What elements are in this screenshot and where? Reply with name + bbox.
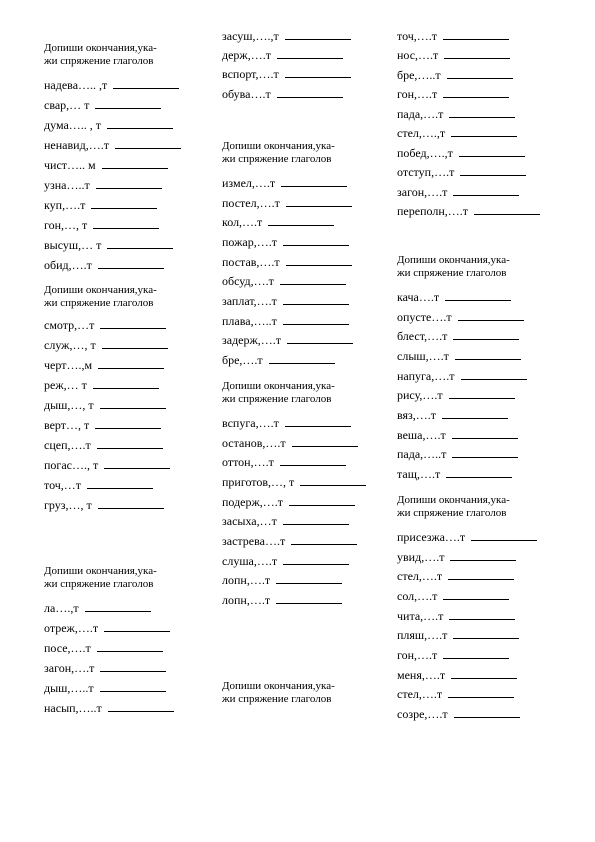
- verb-text: приготов,…, т: [222, 475, 295, 489]
- answer-blank: [277, 58, 343, 59]
- answer-blank: [268, 225, 334, 226]
- answer-blank: [280, 465, 346, 466]
- answer-blank: [474, 214, 540, 215]
- answer-blank: [471, 540, 537, 541]
- verb-item: [44, 418, 161, 438]
- exercise-block: [222, 680, 392, 706]
- verb-text: гон,….т: [397, 648, 438, 662]
- heading-line-1: Допиши окончания,ука-: [44, 284, 157, 296]
- verb-item: [222, 573, 342, 593]
- verb-text: сол,….т: [397, 589, 438, 603]
- answer-blank: [98, 368, 164, 369]
- answer-blank: [283, 564, 349, 565]
- verb-item: [397, 107, 515, 127]
- verb-text: дыш,…..т: [44, 681, 94, 695]
- answer-blank: [300, 485, 366, 486]
- answer-blank: [453, 195, 519, 196]
- verb-item: [222, 514, 349, 534]
- exercise-block: [397, 494, 567, 721]
- verb-text: засыха,…т: [222, 514, 277, 528]
- answer-blank: [286, 265, 352, 266]
- verb-item: [222, 593, 342, 613]
- answer-blank: [451, 678, 517, 679]
- verb-item: [397, 447, 518, 467]
- answer-blank: [442, 418, 508, 419]
- answer-blank: [98, 268, 164, 269]
- verb-text: посе,….т: [44, 641, 91, 655]
- answer-blank: [450, 560, 516, 561]
- answer-blank: [100, 691, 166, 692]
- answer-blank: [286, 206, 352, 207]
- heading-line-1: Допиши окончания,ука-: [44, 42, 157, 54]
- verb-text: служ,…, т: [44, 338, 96, 352]
- answer-blank: [283, 324, 349, 325]
- verb-item: [44, 458, 170, 478]
- verb-text: стел,….т: [397, 687, 443, 701]
- verb-text: веша,….т: [397, 428, 446, 442]
- verb-text: свар,… т: [44, 98, 90, 112]
- verb-text: рису,….т: [397, 388, 443, 402]
- verb-text: чист….. м: [44, 158, 96, 172]
- exercise-block: [397, 254, 567, 481]
- verb-text: лопн,….т: [222, 593, 271, 607]
- verb-text: надева….. ,т: [44, 78, 108, 92]
- heading-line-1: Допиши окончания,ука-: [222, 380, 335, 392]
- verb-text: опусте….т: [397, 310, 452, 324]
- answer-blank: [107, 248, 173, 249]
- answer-blank: [100, 408, 166, 409]
- verb-text: кол,….т: [222, 215, 263, 229]
- verb-text: бре,….т: [222, 353, 263, 367]
- answer-blank: [100, 328, 166, 329]
- verb-text: погас…., т: [44, 458, 99, 472]
- heading-line-1: Допиши окончания,ука-: [397, 254, 510, 266]
- verb-text: дума….. , т: [44, 118, 102, 132]
- answer-blank: [277, 97, 343, 98]
- verb-item: [397, 648, 509, 668]
- exercise-heading: [397, 494, 567, 520]
- answer-blank: [461, 379, 527, 380]
- verb-item: [44, 238, 173, 258]
- verb-item: [44, 118, 173, 138]
- exercise-heading: [397, 254, 567, 280]
- verb-item: [222, 436, 358, 456]
- verb-text: заплат,….т: [222, 294, 277, 308]
- verb-text: бре,…..т: [397, 68, 441, 82]
- verb-item: [397, 349, 521, 369]
- answer-blank: [95, 108, 161, 109]
- verb-text: смотр,…т: [44, 318, 95, 332]
- verb-text: стел,….,т: [397, 126, 446, 140]
- verb-item: [222, 475, 366, 495]
- verb-text: пада,….т: [397, 107, 444, 121]
- verb-item: [222, 215, 334, 235]
- verb-item: [397, 569, 514, 589]
- verb-item: [397, 550, 516, 570]
- answer-blank: [443, 39, 509, 40]
- verb-text: слыш,….т: [397, 349, 449, 363]
- verb-item: [397, 87, 509, 107]
- verb-item: [397, 369, 527, 389]
- verb-text: увид,….т: [397, 550, 445, 564]
- answer-blank: [96, 188, 162, 189]
- verb-item: [397, 329, 519, 349]
- answer-blank: [453, 638, 519, 639]
- heading-line-2: жи спряжение глаголов: [222, 393, 332, 405]
- exercise-block: [44, 42, 214, 272]
- answer-blank: [97, 651, 163, 652]
- answer-blank: [287, 343, 353, 344]
- answer-blank: [453, 339, 519, 340]
- verb-item: [397, 707, 520, 727]
- verb-text: стел,….т: [397, 569, 443, 583]
- verb-item: [222, 534, 357, 554]
- verb-item: [397, 408, 508, 428]
- verb-text: держ,….т: [222, 48, 271, 62]
- verb-text: постел,….т: [222, 196, 280, 210]
- exercise-heading: [222, 140, 392, 166]
- exercise-block: [44, 284, 214, 512]
- answer-blank: [104, 468, 170, 469]
- answer-blank: [97, 448, 163, 449]
- verb-item: [222, 87, 343, 107]
- heading-line-2: жи спряжение глаголов: [397, 267, 507, 279]
- verb-text: вяз,….т: [397, 408, 437, 422]
- verb-item: [222, 333, 353, 353]
- verb-item: [222, 274, 346, 294]
- verb-text: переполн,….т: [397, 204, 468, 218]
- verb-text: подерж,….т: [222, 495, 284, 509]
- answer-blank: [449, 619, 515, 620]
- verb-item: [222, 314, 349, 334]
- verb-item: [397, 668, 517, 688]
- answer-blank: [87, 488, 153, 489]
- verb-item: [397, 290, 511, 310]
- verb-item: [397, 609, 515, 629]
- verb-text: отреж,….т: [44, 621, 99, 635]
- verb-text: сцеп,….т: [44, 438, 91, 452]
- verb-item: [44, 338, 168, 358]
- verb-text: узна…..т: [44, 178, 90, 192]
- answer-blank: [285, 426, 351, 427]
- answer-blank: [292, 446, 358, 447]
- verb-item: [222, 416, 351, 436]
- answer-blank: [459, 156, 525, 157]
- verb-item: [397, 388, 515, 408]
- verb-text: блест,….т: [397, 329, 448, 343]
- heading-line-1: Допиши окончания,ука-: [222, 680, 335, 692]
- answer-blank: [269, 363, 335, 364]
- verb-text: меня,….т: [397, 668, 446, 682]
- verb-item: [397, 589, 509, 609]
- answer-blank: [91, 208, 157, 209]
- exercise-heading: [44, 565, 214, 591]
- verb-text: черт….,м: [44, 358, 93, 372]
- answer-blank: [460, 175, 526, 176]
- verb-text: насып,…..т: [44, 701, 102, 715]
- verb-text: гон,…, т: [44, 218, 88, 232]
- answer-blank: [107, 128, 173, 129]
- answer-blank: [100, 671, 166, 672]
- verb-item: [222, 196, 352, 216]
- answer-blank: [448, 579, 514, 580]
- verb-text: присезжа….т: [397, 530, 466, 544]
- answer-blank: [289, 505, 355, 506]
- verb-text: слуша,….т: [222, 554, 278, 568]
- verb-text: реж,… т: [44, 378, 87, 392]
- verb-item: [397, 628, 519, 648]
- verb-text: созре,….т: [397, 707, 448, 721]
- verb-item: [44, 358, 164, 378]
- verb-text: загон,….т: [44, 661, 95, 675]
- answer-blank: [283, 524, 349, 525]
- verb-text: чита,….т: [397, 609, 444, 623]
- exercise-block: [222, 140, 392, 367]
- verb-item: [44, 198, 157, 218]
- verb-item: [397, 185, 519, 205]
- answer-blank: [443, 658, 509, 659]
- verb-text: точ,….т: [397, 29, 438, 43]
- verb-text: кача….т: [397, 290, 440, 304]
- verb-text: тащ,….т: [397, 467, 441, 481]
- answer-blank: [285, 39, 351, 40]
- answer-blank: [280, 284, 346, 285]
- verb-text: ла….,т: [44, 601, 79, 615]
- exercise-heading: [44, 42, 214, 68]
- verb-text: останов,….т: [222, 436, 286, 450]
- answer-blank: [276, 603, 342, 604]
- answer-blank: [443, 97, 509, 98]
- verb-text: точ,…т: [44, 478, 82, 492]
- verb-text: отступ,….т: [397, 165, 455, 179]
- answer-blank: [93, 388, 159, 389]
- verb-item: [222, 455, 346, 475]
- exercise-block: [44, 565, 214, 715]
- verb-item: [397, 48, 510, 68]
- verb-item: [397, 687, 514, 707]
- exercise-heading: [44, 284, 214, 310]
- verb-item: [44, 378, 159, 398]
- verb-item: [44, 398, 166, 418]
- heading-line-2: жи спряжение глаголов: [44, 297, 154, 309]
- verb-item: [44, 78, 179, 98]
- verb-text: пожар,….т: [222, 235, 277, 249]
- verb-text: плава,…..т: [222, 314, 277, 328]
- answer-blank: [93, 228, 159, 229]
- answer-blank: [85, 611, 151, 612]
- verb-item: [44, 258, 164, 278]
- answer-blank: [104, 631, 170, 632]
- verb-item: [44, 498, 164, 518]
- verb-item: [222, 67, 351, 87]
- answer-blank: [448, 697, 514, 698]
- verb-item: [44, 318, 166, 338]
- answer-blank: [449, 117, 515, 118]
- answer-blank: [108, 711, 174, 712]
- verb-item: [222, 235, 349, 255]
- answer-blank: [283, 304, 349, 305]
- verb-text: вспорт,….т: [222, 67, 279, 81]
- verb-text: груз,…, т: [44, 498, 92, 512]
- verb-text: напуга,….т: [397, 369, 455, 383]
- verb-item: [44, 641, 163, 661]
- answer-blank: [113, 88, 179, 89]
- verb-item: [222, 176, 347, 196]
- verb-text: побед,….,т: [397, 146, 453, 160]
- verb-item: [222, 255, 352, 275]
- verb-text: ненавид,….т: [44, 138, 109, 152]
- answer-blank: [281, 186, 347, 187]
- verb-item: [222, 48, 343, 68]
- heading-line-2: жи спряжение глаголов: [222, 153, 332, 165]
- answer-blank: [446, 477, 512, 478]
- heading-line-2: жи спряжение глаголов: [44, 55, 154, 67]
- verb-text: гон,….т: [397, 87, 438, 101]
- answer-blank: [458, 320, 524, 321]
- verb-item: [44, 681, 166, 701]
- heading-line-2: жи спряжение глаголов: [222, 693, 332, 705]
- verb-item: [44, 621, 170, 641]
- verb-text: обува….т: [222, 87, 271, 101]
- verb-text: застрева….т: [222, 534, 286, 548]
- verb-item: [44, 478, 153, 498]
- heading-line-1: Допиши окончания,ука-: [222, 140, 335, 152]
- verb-text: дыш,…, т: [44, 398, 94, 412]
- answer-blank: [276, 583, 342, 584]
- answer-blank: [291, 544, 357, 545]
- verb-item: [397, 68, 513, 88]
- verb-item: [397, 165, 526, 185]
- answer-blank: [115, 148, 181, 149]
- answer-blank: [451, 136, 517, 137]
- verb-item: [44, 661, 166, 681]
- verb-text: обид,….т: [44, 258, 92, 272]
- verb-item: [44, 218, 159, 238]
- answer-blank: [452, 438, 518, 439]
- verb-item: [222, 294, 349, 314]
- answer-blank: [98, 508, 164, 509]
- answer-blank: [454, 717, 520, 718]
- verb-item: [397, 204, 540, 224]
- verb-item: [397, 530, 537, 550]
- verb-item: [44, 438, 163, 458]
- verb-item: [222, 495, 355, 515]
- verb-item: [222, 353, 335, 373]
- verb-item: [397, 467, 512, 487]
- verb-text: высуш,… т: [44, 238, 102, 252]
- verb-text: задерж,….т: [222, 333, 282, 347]
- verb-text: нос,….т: [397, 48, 439, 62]
- verb-item: [397, 310, 524, 330]
- answer-blank: [285, 77, 351, 78]
- verb-text: загон,….т: [397, 185, 448, 199]
- verb-text: оттон,….т: [222, 455, 274, 469]
- exercise-block: [222, 380, 392, 607]
- verb-text: измел,….т: [222, 176, 276, 190]
- verb-item: [397, 126, 517, 146]
- heading-line-1: Допиши окончания,ука-: [44, 565, 157, 577]
- answer-blank: [102, 348, 168, 349]
- verb-text: постав,….т: [222, 255, 280, 269]
- answer-blank: [449, 398, 515, 399]
- verb-item: [44, 178, 162, 198]
- verb-item: [222, 554, 349, 574]
- verb-text: вспуга,….т: [222, 416, 279, 430]
- exercise-heading: [222, 380, 392, 406]
- verb-text: верт…, т: [44, 418, 90, 432]
- answer-blank: [455, 359, 521, 360]
- verb-text: обсуд,….т: [222, 274, 274, 288]
- answer-blank: [444, 58, 510, 59]
- answer-blank: [445, 300, 511, 301]
- verb-item: [397, 146, 525, 166]
- verb-text: пляш,….т: [397, 628, 448, 642]
- answer-blank: [95, 428, 161, 429]
- answer-blank: [452, 457, 518, 458]
- verb-text: куп,….т: [44, 198, 86, 212]
- verb-item: [44, 98, 161, 118]
- exercise-heading: [222, 680, 392, 706]
- heading-line-1: Допиши окончания,ука-: [397, 494, 510, 506]
- answer-blank: [443, 599, 509, 600]
- verb-item: [44, 158, 168, 178]
- verb-item: [44, 138, 181, 158]
- heading-line-2: жи спряжение глаголов: [397, 507, 507, 519]
- verb-item: [397, 29, 509, 49]
- verb-text: лопн,….т: [222, 573, 271, 587]
- verb-text: засуш,….,т: [222, 29, 279, 43]
- verb-text: пада,…..т: [397, 447, 447, 461]
- verb-item: [222, 29, 351, 49]
- answer-blank: [102, 168, 168, 169]
- heading-line-2: жи спряжение глаголов: [44, 578, 154, 590]
- verb-item: [44, 601, 151, 621]
- answer-blank: [447, 78, 513, 79]
- verb-item: [44, 701, 174, 721]
- verb-item: [397, 428, 518, 448]
- answer-blank: [283, 245, 349, 246]
